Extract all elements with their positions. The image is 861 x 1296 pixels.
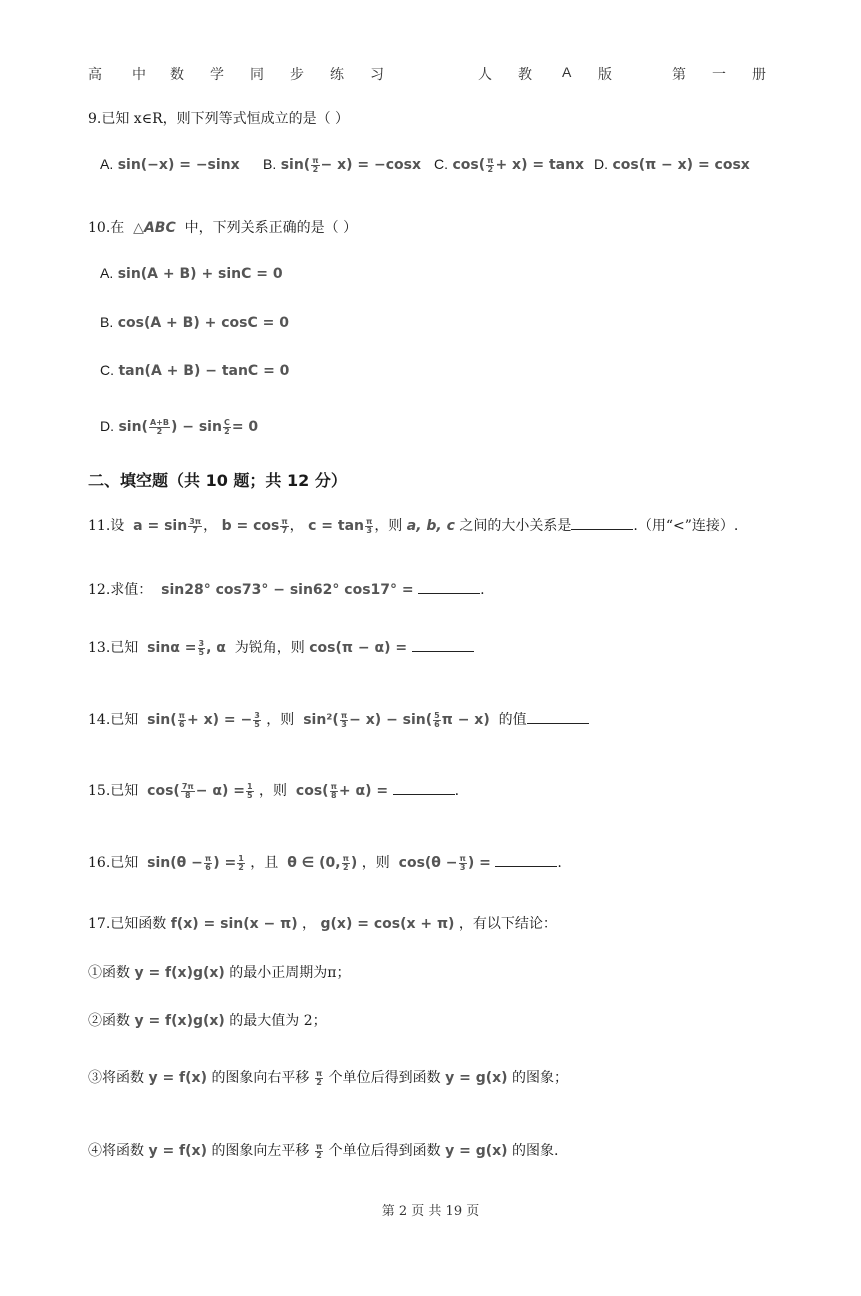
answer-blank bbox=[527, 711, 589, 724]
q10-option-a: A. sin(A + B) + sinC = 0 bbox=[100, 265, 283, 282]
q9-option-a: A. sin(−x) = −sinx bbox=[100, 156, 240, 173]
q17-stem: 17.已知函数 f(x) = sin(x − π) ， g(x) = cos(x + π) ，有以下结论： bbox=[88, 916, 557, 932]
answer-blank bbox=[418, 581, 480, 594]
q9-stem: 9.已知 x∈R，则下列等式恒成立的是（ ） bbox=[88, 111, 350, 127]
header-edition: 人 bbox=[478, 67, 492, 83]
answer-blank bbox=[571, 517, 633, 530]
header-char: 习 bbox=[370, 67, 384, 83]
header-char: 学 bbox=[210, 67, 224, 83]
header-char: 数 bbox=[170, 67, 184, 83]
header-char: 同 bbox=[250, 67, 264, 83]
q9-option-b: B. sin( $\frac{\pi}{2}$ − x) = −cosx bbox=[263, 155, 422, 174]
q17-statement-1: ①函数 y = f(x)g(x) 的最小正周期为π； bbox=[88, 965, 351, 981]
header-char: 练 bbox=[330, 67, 344, 83]
header-char: 中 bbox=[132, 67, 146, 83]
header-volume: 册 bbox=[752, 67, 766, 83]
header-edition: 版 bbox=[598, 67, 612, 83]
q17-statement-2: ②函数 y = f(x)g(x) 的最大值为 2； bbox=[88, 1013, 327, 1029]
q10-option-d: D. sin( $\frac{A+B}{2}$ ) − sin $\frac{C}{2}$ = 0 bbox=[100, 417, 259, 436]
header-volume: 第 bbox=[672, 67, 686, 83]
header-char: 步 bbox=[290, 67, 304, 83]
q17-statement-3: ③将函数 y = f(x) 的图象向右平移 $\frac{\pi}{2}$ 个单位后得到函数 y = g(x) 的图象； bbox=[88, 1068, 569, 1087]
q13: 13.已知 sinα = $\frac{3}{5}$ , α 为锐角，则 cos(π − α) = bbox=[88, 637, 474, 657]
page-footer: 第 2 页 共 19 页 bbox=[381, 1204, 480, 1219]
header-edition: A bbox=[562, 64, 572, 80]
header-char: 高 bbox=[88, 67, 102, 83]
q12: 12.求值： sin28° cos73° − sin62° cos17° = . bbox=[88, 582, 485, 598]
q10-stem: 10.在 △ABC 中，下列关系正确的是（ ） bbox=[88, 220, 358, 236]
q10-option-b: B. cos(A + B) + cosC = 0 bbox=[100, 314, 289, 331]
section-heading: 二、填空题（共 10 题；共 12 分） bbox=[88, 471, 347, 490]
q17-statement-4: ④将函数 y = f(x) 的图象向左平移 $\frac{\pi}{2}$ 个单位后得到函数 y = g(x) 的图象. bbox=[88, 1141, 559, 1160]
header-edition: 教 bbox=[518, 67, 532, 83]
answer-blank bbox=[412, 639, 474, 652]
q9-option-d: D. cos(π − x) = cosx bbox=[594, 156, 750, 173]
q11: 11.设 a = sin $\frac{3\pi}{7}$ ， b = cos $\frac{\pi}{7}$ ， c = tan $\frac{\pi}{3}$ ，则 a, b, c 之间的大小关系是 .（用“<”连接）. bbox=[88, 516, 739, 535]
q10-option-c: C. tan(A + B) − tanC = 0 bbox=[100, 362, 290, 379]
header-volume: 一 bbox=[712, 67, 726, 83]
q16: 16.已知 sin(θ − $\frac{\pi}{6}$ ) = $\frac{1}{2}$ ，且 θ ∈ (0, $\frac{\pi}{2}$ ) ，则 cos(θ − $\frac{\pi}{3}$ ) = . bbox=[88, 853, 562, 872]
q15: 15.已知 cos( $\frac{7\pi}{8}$ − α) = $\frac{1}{5}$ ，则 cos( $\frac{\pi}{8}$ + α) = . bbox=[88, 781, 460, 800]
answer-blank bbox=[495, 854, 557, 867]
answer-blank bbox=[393, 782, 455, 795]
q14: 14.已知 sin( $\frac{\pi}{6}$ + x) = − $\frac{3}{5}$ ，则 sin²( $\frac{\pi}{3}$ − x) − sin( $\frac{5}{6}$ π − x) 的值 bbox=[88, 709, 589, 729]
q9-option-c: C. cos( $\frac{\pi}{2}$ + x) = tanx bbox=[434, 155, 585, 174]
